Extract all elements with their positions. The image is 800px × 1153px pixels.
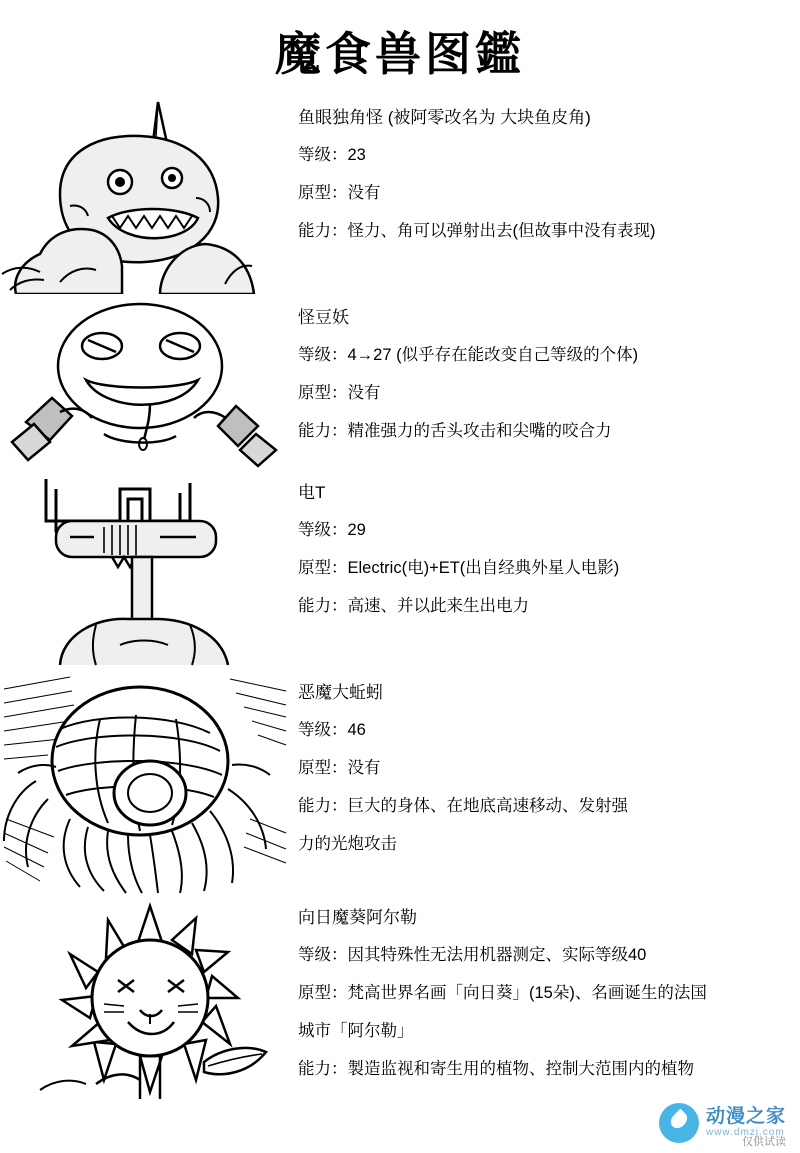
prototype-value: 没有 (347, 759, 381, 777)
prototype-label: 原型： (298, 384, 348, 402)
entry-info (290, 669, 800, 863)
entry-ability-cont: 力的光炮攻击 (298, 835, 397, 853)
prototype-label: 原型： (298, 184, 348, 202)
level-label: 等级： (298, 721, 348, 739)
prototype-label: 原型： (298, 759, 348, 777)
level-value: 29 (347, 521, 366, 539)
watermark-url: www.dmzj.com (705, 1127, 785, 1138)
ability-value: 巨大的身体、在地底高速移动、发射强 (347, 797, 628, 815)
ability-label: 能力： (298, 797, 348, 815)
entry-prototype (298, 549, 800, 587)
entry-ability (298, 412, 800, 450)
entry-name: 向日魔葵阿尔勒 (298, 908, 417, 927)
entry-prototype (298, 174, 800, 212)
entry-info (290, 469, 800, 625)
entry-prototype (298, 974, 800, 1012)
entry-name: 怪豆妖 (298, 308, 349, 327)
page-title: 魔食兽图鑑 (275, 29, 525, 80)
entry-ability (298, 1050, 800, 1088)
entry-info (290, 94, 800, 250)
entry-demon-earthworm (0, 669, 800, 894)
prototype-label: 原型： (298, 559, 348, 577)
entry-ability (298, 212, 800, 250)
entry-ability (298, 587, 800, 625)
ability-label: 能力： (298, 422, 348, 440)
entry-prototype (298, 374, 800, 412)
entry-fish-eye-unicorn-monster (0, 94, 800, 294)
illustration-bean-demon (0, 294, 290, 469)
level-value: 23 (347, 146, 366, 164)
prototype-label: 原型： (298, 984, 348, 1002)
ability-value: 製造监视和寄生用的植物、控制大范围内的植物 (347, 1060, 694, 1078)
ability-value: 高速、并以此来生出电力 (347, 597, 529, 615)
level-value: 46 (347, 721, 366, 739)
level-label: 等级： (298, 346, 348, 364)
level-value: 因其特殊性无法用机器测定、实际等级40 (347, 946, 647, 964)
entry-info (290, 294, 800, 450)
entry-bean-demon (0, 294, 800, 469)
illustration-fish-eye-unicorn-monster (0, 94, 290, 294)
level-label: 等级： (298, 521, 348, 539)
illustration-demon-earthworm (0, 669, 290, 894)
prototype-value: 梵高世界名画「向日葵」(15朵)、名画诞生的法国 (347, 984, 707, 1002)
ability-label: 能力： (298, 597, 348, 615)
entry-level (298, 136, 800, 174)
ability-label: 能力： (298, 222, 348, 240)
watermark-title: 动漫之家 (705, 1106, 786, 1127)
entry-level (298, 511, 800, 549)
watermark-note: 仅供试读 (742, 1136, 786, 1148)
entry-name: 电T (298, 483, 326, 502)
entry-name: 恶魔大蚯蚓 (298, 683, 383, 702)
level-label: 等级： (298, 146, 348, 164)
illustration-electric-t (0, 469, 290, 669)
entry-electric-t (0, 469, 800, 669)
entry-name: 鱼眼独角怪 (被阿零改名为 大块鱼皮角) (298, 108, 591, 127)
illustration-sunflower-arles (0, 894, 290, 1099)
dmzj-logo-icon (659, 1103, 699, 1143)
entry-level (298, 336, 800, 374)
ability-label: 能力： (298, 1060, 348, 1078)
entry-info (290, 894, 800, 1088)
prototype-value: 没有 (347, 184, 381, 202)
prototype-value: 没有 (347, 384, 381, 402)
ability-value: 精准强力的舌头攻击和尖嘴的咬合力 (347, 422, 612, 440)
prototype-value: Electric(电)+ET(出自经典外星人电影) (347, 559, 620, 577)
entry-level (298, 936, 800, 974)
entry-prototype (298, 749, 800, 787)
level-value: 4→27 (似乎存在能改变自己等级的个体) (347, 346, 639, 364)
entry-ability (298, 787, 800, 825)
entry-prototype-cont: 城市「阿尔勒」 (298, 1022, 414, 1040)
entry-sunflower-arles (0, 894, 800, 1099)
level-label: 等级： (298, 946, 348, 964)
entry-level (298, 711, 800, 749)
ability-value: 怪力、角可以弹射出去(但故事中没有表现) (347, 222, 656, 240)
